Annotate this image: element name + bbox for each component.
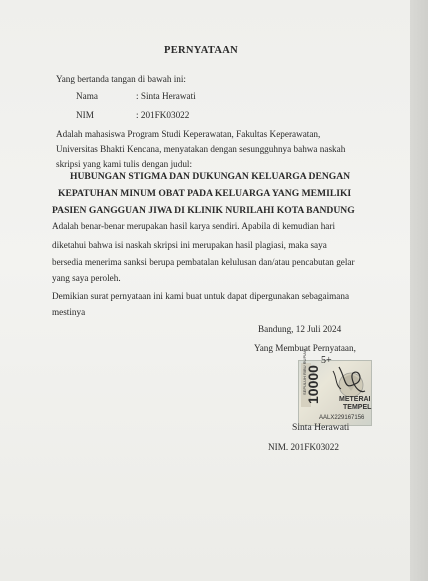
paragraph-3-line-1: Demikian surat pernyataan ini kami buat untuk dapat dipergunakan sebagaimana — [52, 291, 350, 301]
name-value: : Sinta Herawati — [136, 91, 196, 101]
paragraph-2-line-1: Adalah benar-benar merupakan hasil karya sendiri. Apabila di kemudian hari — [52, 221, 335, 231]
stamp-value: 10000 — [305, 365, 321, 404]
signer-nim: NIM. 201FK03022 — [268, 442, 339, 452]
stamp-label-meterai: METERAI — [339, 396, 371, 403]
paragraph-1-line-2: Universitas Bhakti Kencana, menyatakan dengan sesungguhnya bahwa naskah — [56, 144, 346, 154]
stamp-serial: AALX229167156 — [319, 415, 365, 421]
paragraph-2-line-4: yang saya peroleh. — [52, 273, 121, 283]
thesis-title-line-3: PASIEN GANGGUAN JIWA DI KLINIK NURILAHI KOTA BANDUNG — [52, 205, 355, 216]
signer-name: Sinta Herawati — [292, 422, 350, 433]
place-date: Bandung, 12 Juli 2024 — [258, 324, 342, 334]
nim-label: NIM — [76, 110, 94, 120]
page-edge-shadow — [410, 0, 428, 581]
paragraph-2-line-3: bersedia menerima sanksi berupa pembatalan kelulusan dan/atau pencabutan gelar — [52, 257, 355, 267]
paragraph-1-line-1: Adalah mahasiswa Program Studi Keperawatan, Fakultas Keperawatan, — [56, 129, 321, 139]
paragraph-1-line-3: skripsi yang kami tulis dengan judul: — [56, 159, 193, 169]
stamp-side-text: SEPULUH RIBU RUPIAH — [302, 349, 307, 395]
nim-value: : 201FK03022 — [136, 110, 190, 120]
name-label: Nama — [76, 91, 98, 101]
document-title: PERNYATAAN — [164, 45, 238, 56]
paragraph-2-line-2: diketahui bahwa isi naskah skripsi ini merupakan hasil plagiasi, maka saya — [52, 240, 327, 250]
handwritten-mark: 5+ — [321, 355, 332, 366]
intro-text: Yang bertanda tangan di bawah ini: — [56, 74, 186, 84]
thesis-title-line-2: KEPATUHAN MINUM OBAT PADA KELUARGA YANG MEMILIKI — [58, 188, 352, 199]
signer-label: Yang Membuat Pernyataan, — [254, 343, 356, 353]
thesis-title-line-1: HUBUNGAN STIGMA DAN DUKUNGAN KELUARGA DENGAN — [70, 171, 351, 182]
stamp-label-tempel: TEMPEL — [343, 404, 372, 411]
meterai-stamp — [298, 349, 372, 426]
paragraph-3-line-2: mestinya — [52, 307, 86, 317]
